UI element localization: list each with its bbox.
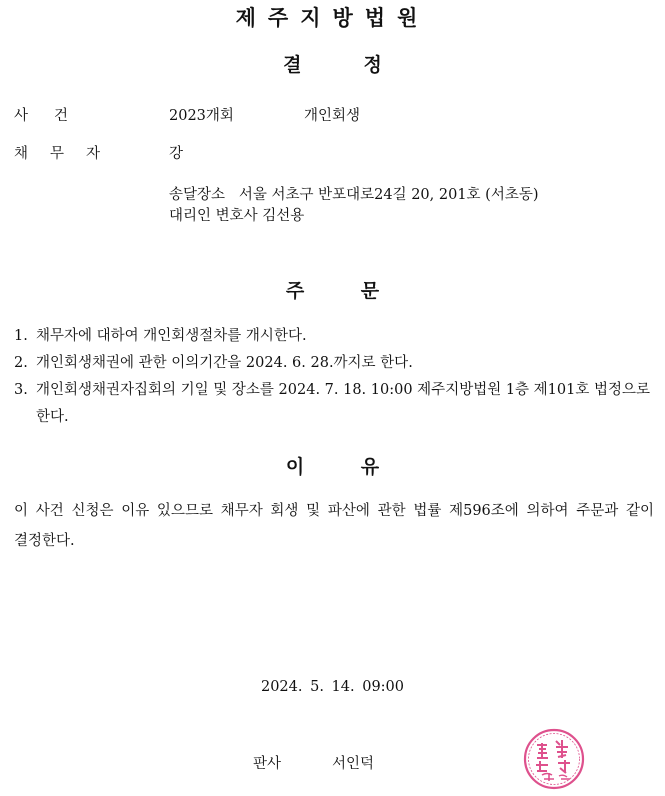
order-item-text: 개인회생채권자집회의 기일 및 장소를 2024. 7. 18. 10:00 제주지방법원 1층 제101호 법정으로 한다. bbox=[36, 382, 650, 425]
debtor-agent: 대리인 변호사 김선용 bbox=[169, 208, 305, 224]
case-number: 2023개회 bbox=[169, 108, 234, 124]
case-name: 개인회생 bbox=[304, 108, 361, 124]
order-item bbox=[14, 350, 654, 377]
decision-date: 2024. 5. 14. 09:00 bbox=[260, 679, 405, 695]
order-item-text: 개인회생채권에 관한 이의기간을 2024. 6. 28.까지로 한다. bbox=[36, 355, 413, 371]
reason-text: 이 사건 신청은 이유 있으므로 채무자 회생 및 파산에 관한 법률 제596조에 의하여 주문과 같이 결정한다. bbox=[14, 503, 654, 549]
document-type-heading bbox=[0, 50, 665, 77]
order-heading: 주 문 bbox=[285, 280, 380, 302]
order-item-text: 채무자에 대하여 개인회생절차를 개시한다. bbox=[36, 328, 307, 344]
order-item-number: 1. bbox=[14, 328, 28, 344]
debtor-name: 강 bbox=[169, 146, 184, 162]
seal-icon bbox=[522, 727, 586, 791]
judge-name: 서인덕 bbox=[332, 756, 375, 772]
order-list bbox=[14, 323, 654, 431]
order-item bbox=[14, 377, 654, 431]
case-label: 사건 bbox=[14, 108, 95, 124]
debtor-label: 채무자 bbox=[14, 146, 123, 162]
court-name: 제주지방법원 bbox=[235, 6, 430, 30]
judge-title: 판사 bbox=[253, 756, 282, 772]
order-item-number: 2. bbox=[14, 355, 28, 371]
document-type: 결정 bbox=[283, 54, 444, 76]
reason-heading: 이 유 bbox=[285, 456, 380, 478]
order-item bbox=[14, 323, 654, 350]
judge-seal-stamp bbox=[522, 727, 586, 791]
debtor-address: 송달장소 서울 서초구 반포대로24길 20, 201호 (서초동) bbox=[169, 187, 539, 203]
order-item-number: 3. bbox=[14, 382, 28, 398]
